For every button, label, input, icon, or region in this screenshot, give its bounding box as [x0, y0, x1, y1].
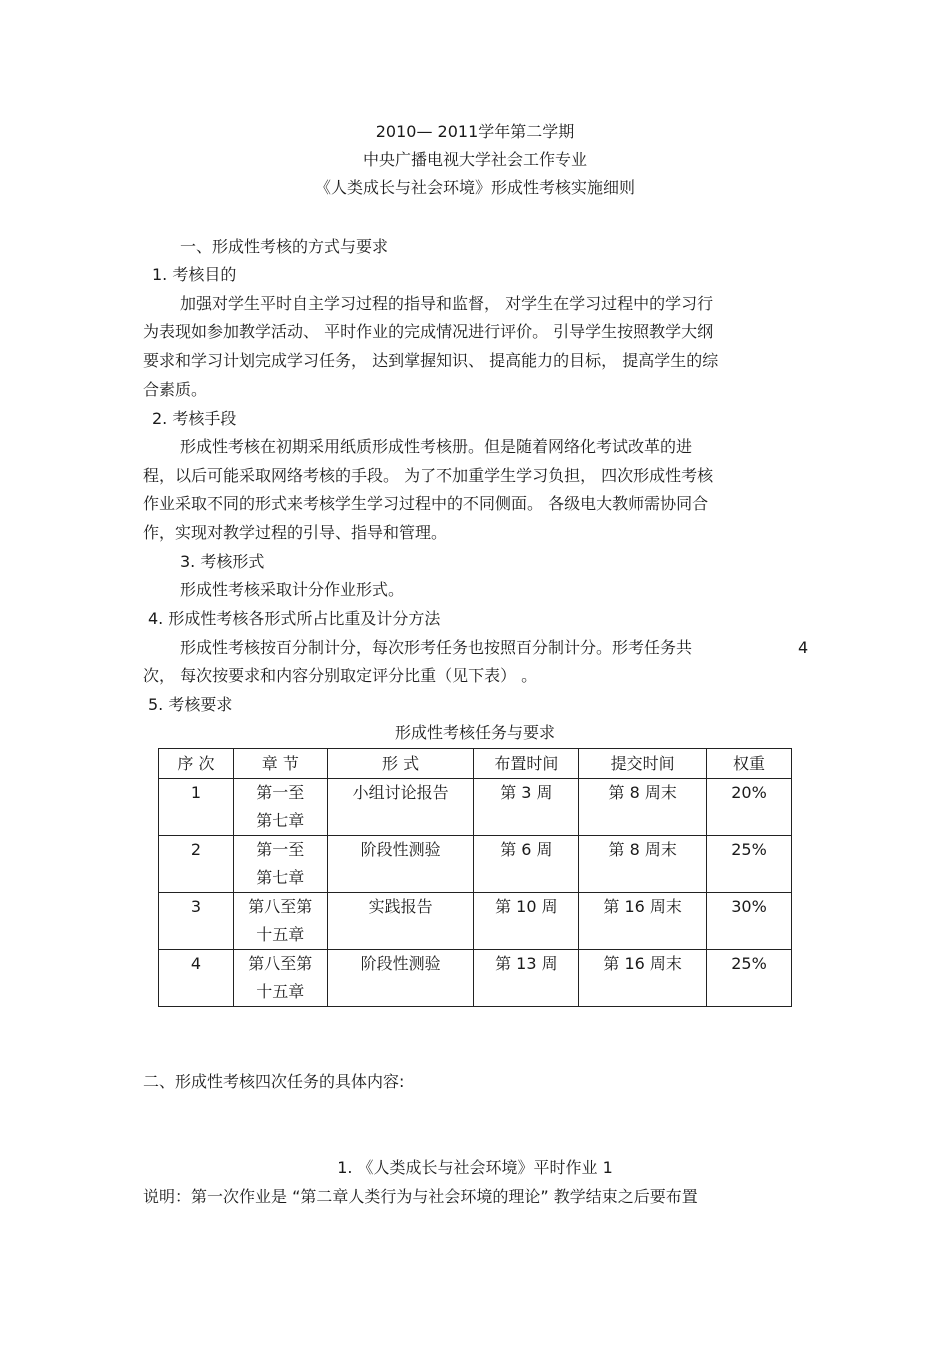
- cell-chapter: [233, 779, 327, 836]
- section1-heading: 一、形成性考核的方式与要求: [180, 237, 389, 256]
- table-header-row: [159, 749, 792, 779]
- header-form: 形 式: [327, 749, 474, 779]
- header-seq: 序 次: [159, 749, 234, 779]
- school-line: 中央广播电视大学社会工作专业: [362, 150, 587, 169]
- document-title: 《人类成长与社会环境》形成性考核实施细则: [314, 178, 635, 197]
- cell-seq: 4: [159, 950, 234, 1007]
- item4-title: 4. 形成性考核各形式所占比重及计分方法: [148, 609, 441, 628]
- cell-assign: 第 10 周: [474, 893, 579, 950]
- cell-submit: 第 8 周末: [579, 836, 707, 893]
- chapter-line: 第一至: [256, 840, 305, 859]
- assignment-title: 1. 《人类成长与社会环境》平时作业 1: [337, 1158, 613, 1177]
- item3-title: 3. 考核形式: [180, 552, 265, 571]
- table-row: [159, 836, 792, 893]
- table-caption: 形成性考核任务与要求: [394, 723, 555, 742]
- cell-assign: 第 6 周: [474, 836, 579, 893]
- header-chapter: 章 节: [233, 749, 327, 779]
- item1-para-line: 为表现如参加教学活动、 平时作业的完成情况进行评价。 引导学生按照教学大纲: [143, 322, 714, 341]
- item2-title: 2. 考核手段: [152, 409, 237, 428]
- cell-submit: 第 16 周末: [579, 893, 707, 950]
- cell-chapter: [233, 893, 327, 950]
- item4-task-count: 4: [798, 638, 809, 657]
- item3-para-line: 形成性考核采取计分作业形式。: [180, 580, 405, 599]
- table-row: [159, 950, 792, 1007]
- item1-para-line: 要求和学习计划完成学习任务， 达到掌握知识、 提高能力的目标， 提高学生的综: [143, 351, 719, 370]
- header-submit-time: 提交时间: [579, 749, 707, 779]
- section2-heading: 二、形成性考核四次任务的具体内容:: [143, 1072, 405, 1091]
- item2-para-line: 作业采取不同的形式来考核学生学习过程中的不同侧面。 各级电大教师需协同合: [143, 494, 709, 513]
- header-assign-time: 布置时间: [474, 749, 579, 779]
- term-line: 2010— 2011学年第二学期: [375, 122, 575, 141]
- cell-submit: 第 8 周末: [579, 779, 707, 836]
- cell-seq: 2: [159, 836, 234, 893]
- cell-weight: 20%: [707, 779, 792, 836]
- chapter-line: 第八至第: [248, 954, 313, 973]
- item1-title: 1. 考核目的: [152, 265, 237, 284]
- cell-seq: 3: [159, 893, 234, 950]
- cell-assign: 第 3 周: [474, 779, 579, 836]
- cell-form: 阶段性测验: [327, 836, 474, 893]
- cell-form: 阶段性测验: [327, 950, 474, 1007]
- cell-seq: 1: [159, 779, 234, 836]
- table-row: [159, 893, 792, 950]
- cell-assign: 第 13 周: [474, 950, 579, 1007]
- chapter-line: 十五章: [256, 925, 305, 944]
- chapter-line: 第一至: [256, 783, 305, 802]
- cell-weight: 25%: [707, 950, 792, 1007]
- item2-para-line: 程，以后可能采取网络考核的手段。 为了不加重学生学习负担， 四次形成性考核: [143, 466, 714, 485]
- item2-para-line: 作，实现对教学过程的引导、指导和管理。: [143, 523, 448, 542]
- assignment-note: 说明：第一次作业是 “第二章人类行为与社会环境的理论” 教学结束之后要布置: [143, 1187, 698, 1206]
- cell-chapter: [233, 836, 327, 893]
- cell-weight: 30%: [707, 893, 792, 950]
- item5-title: 5. 考核要求: [148, 695, 233, 714]
- cell-form: 小组讨论报告: [327, 779, 474, 836]
- tasks-table: [158, 748, 792, 1007]
- cell-weight: 25%: [707, 836, 792, 893]
- item1-para-line: 加强对学生平时自主学习过程的指导和监督， 对学生在学习过程中的学习行: [180, 294, 714, 313]
- cell-chapter: [233, 950, 327, 1007]
- table-row: [159, 779, 792, 836]
- chapter-line: 第八至第: [248, 897, 313, 916]
- item4-para-line: 次， 每次按要求和内容分别取定评分比重（见下表） 。: [143, 666, 538, 685]
- chapter-line: 十五章: [256, 982, 305, 1001]
- header-weight: 权重: [707, 749, 792, 779]
- item4-para-line: 形成性考核按百分制计分，每次形考任务也按照百分制计分。形考任务共: [180, 638, 693, 657]
- chapter-line: 第七章: [256, 811, 305, 830]
- cell-form: 实践报告: [327, 893, 474, 950]
- cell-submit: 第 16 周末: [579, 950, 707, 1007]
- item1-para-line: 合素质。: [143, 380, 208, 399]
- item2-para-line: 形成性考核在初期采用纸质形成性考核册。但是随着网络化考试改革的进: [180, 437, 693, 456]
- chapter-line: 第七章: [256, 868, 305, 887]
